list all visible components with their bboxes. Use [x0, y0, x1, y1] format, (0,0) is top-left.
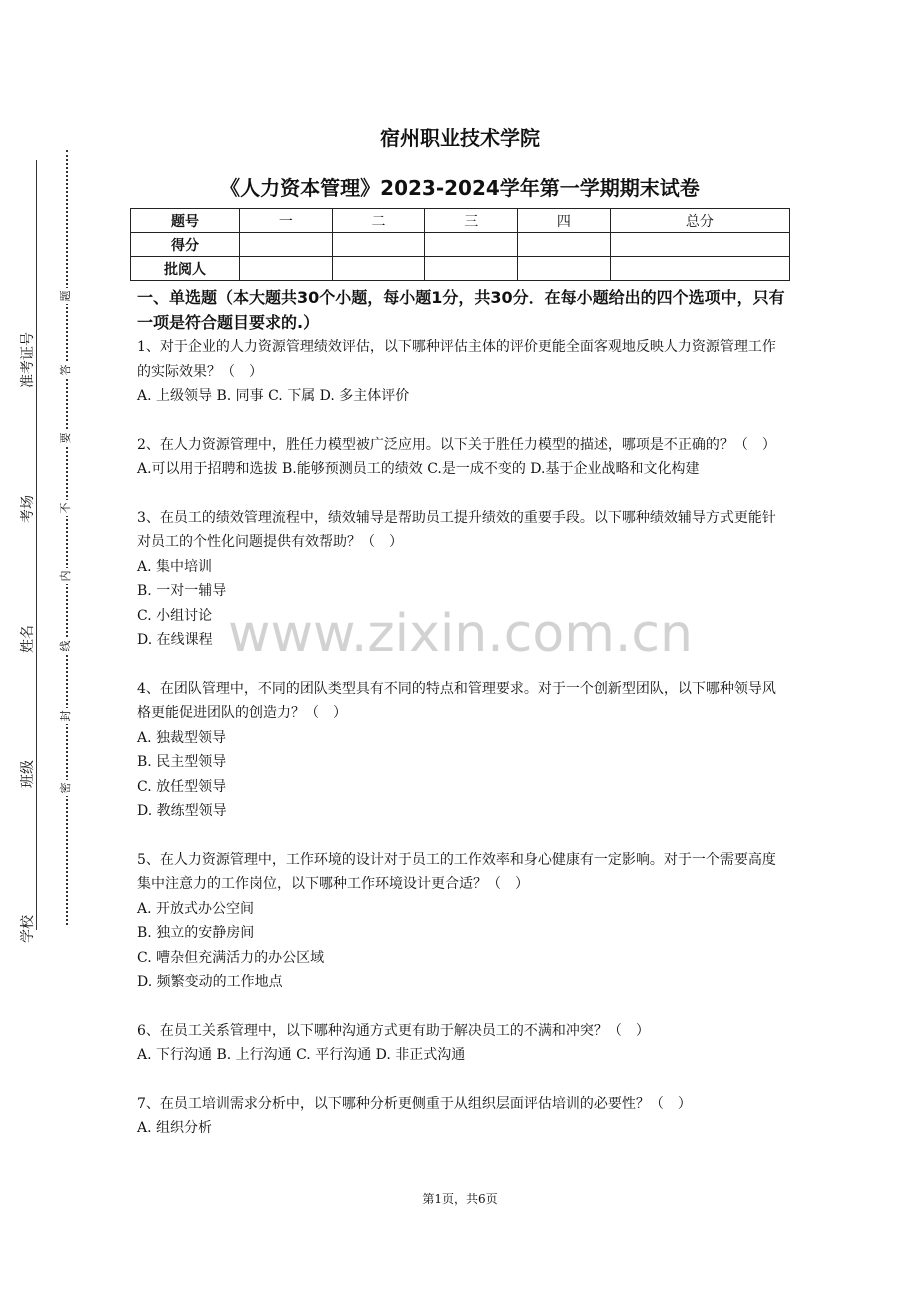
field-class	[14, 755, 40, 795]
watermark: www.zixin.com.cn	[228, 604, 693, 664]
grader-cell[interactable]	[332, 257, 425, 281]
field-school	[14, 910, 40, 950]
question-1	[137, 335, 787, 409]
col-total: 总分	[610, 209, 789, 233]
option-a: A. 组织分析	[137, 1120, 213, 1136]
option-a: A. 独裁型领导	[137, 729, 227, 746]
seal-line	[66, 150, 68, 925]
col-part-4: 四	[518, 209, 611, 233]
question-stem: 2、在人力资源管理中，胜任力模型被广泛应用。以下关于胜任力模型的描述，哪项是不正确的？（ ）	[137, 436, 776, 453]
field-school-label: 学校	[20, 915, 36, 943]
seal-char: 内	[58, 568, 74, 584]
question-options: A. 上级领导 B. 同事 C. 下属 D. 多主体评价	[137, 388, 410, 404]
grader-cell[interactable]	[610, 257, 789, 281]
exam-title: 《人力资本管理》2023-2024学年第一学期期末试卷	[220, 176, 700, 200]
score-cell[interactable]	[610, 233, 789, 257]
field-exam-room	[14, 490, 40, 530]
seal-char: 线	[58, 638, 74, 654]
question-2	[137, 433, 787, 482]
seal-char: 封	[58, 708, 74, 724]
option-b: B. 民主型领导	[137, 754, 227, 770]
option-c: C. 放任型领导	[137, 778, 227, 795]
score-header-row	[131, 209, 790, 233]
question-area	[137, 285, 787, 1141]
score-cell[interactable]	[518, 233, 611, 257]
col-part-2: 二	[332, 209, 425, 233]
question-options: A.可以用于招聘和选拔 B.能够预测员工的绩效 C.是一成不变的 D.基于企业战略和文化构建	[137, 461, 700, 477]
seal-char: 要	[58, 430, 74, 446]
question-stem: 3、在员工的绩效管理流程中，绩效辅导是帮助员工提升绩效的重要手段。以下哪种绩效辅导方式更能针对员工的个性化问题提供有效帮助？（ ）	[137, 509, 776, 550]
option-b: B. 一对一辅导	[137, 583, 227, 599]
seal-char: 不	[58, 500, 74, 516]
option-c: C. 嘈杂但充满活力的办公区域	[137, 949, 325, 966]
option-a: A. 集中培训	[137, 558, 213, 575]
section-heading: 一、单选题（本大题共30个小题，每小题1分，共30分．在每小题给出的四个选项中，只有一项是符合题目要求的.）	[137, 288, 785, 332]
option-d: D. 教练型领导	[137, 803, 227, 819]
question-options: A. 下行沟通 B. 上行沟通 C. 平行沟通 D. 非正式沟通	[137, 1047, 466, 1063]
question-4	[137, 677, 787, 824]
seal-char: 题	[58, 288, 74, 304]
question-stem: 5、在人力资源管理中，工作环境的设计对于员工的工作效率和身心健康有一定影响。对于一个需要高度集中注意力的工作岗位，以下哪种工作环境设计更合适？（ ）	[137, 851, 776, 892]
col-part-3: 三	[425, 209, 518, 233]
option-b: B. 独立的安静房间	[137, 925, 255, 941]
option-d: D. 频繁变动的工作地点	[137, 974, 283, 990]
seal-char: 密	[58, 780, 74, 796]
question-7	[137, 1092, 787, 1141]
grader-row	[131, 257, 790, 281]
seal-char: 答	[58, 362, 74, 378]
question-stem: 6、在员工关系管理中，以下哪种沟通方式更有助于解决员工的不满和冲突？（ ）	[137, 1022, 650, 1039]
grader-cell[interactable]	[240, 257, 333, 281]
page-footer: 第1页，共6页	[422, 1192, 498, 1206]
score-cell[interactable]	[425, 233, 518, 257]
field-exam-room-label: 考场	[20, 495, 36, 523]
score-cell[interactable]	[240, 233, 333, 257]
score-row	[131, 233, 790, 257]
field-class-label: 班级	[20, 760, 36, 788]
field-exam-number	[14, 332, 40, 415]
col-part-1: 一	[240, 209, 333, 233]
option-c: C. 小组讨论	[137, 607, 213, 624]
grader-cell[interactable]	[518, 257, 611, 281]
question-6	[137, 1019, 787, 1068]
col-question-number: 题号	[131, 209, 240, 233]
question-5	[137, 848, 787, 995]
question-stem: 7、在员工培训需求分析中，以下哪种分析更侧重于从组织层面评估培训的必要性？（ ）	[137, 1095, 692, 1112]
school-name: 宿州职业技术学院	[380, 126, 540, 150]
field-name-label: 姓名	[20, 625, 36, 653]
option-d: D. 在线课程	[137, 632, 213, 648]
grader-cell[interactable]	[425, 257, 518, 281]
row-score-label: 得分	[131, 233, 240, 257]
question-stem: 1、对于企业的人力资源管理绩效评估，以下哪种评估主体的评价更能全面客观地反映人力资源管理工作的实际效果？（ ）	[137, 339, 776, 380]
score-cell[interactable]	[332, 233, 425, 257]
score-table	[130, 208, 790, 281]
field-name	[14, 620, 40, 660]
field-exam-number-label: 准考证号	[20, 332, 36, 388]
question-stem: 4、在团队管理中，不同的团队类型具有不同的特点和管理要求。对于一个创新型团队，以下哪种领导风格更能促进团队的创造力？（ ）	[137, 680, 776, 721]
binding-rule	[36, 160, 37, 930]
option-a: A. 开放式办公空间	[137, 900, 255, 917]
row-grader-label: 批阅人	[131, 257, 240, 281]
